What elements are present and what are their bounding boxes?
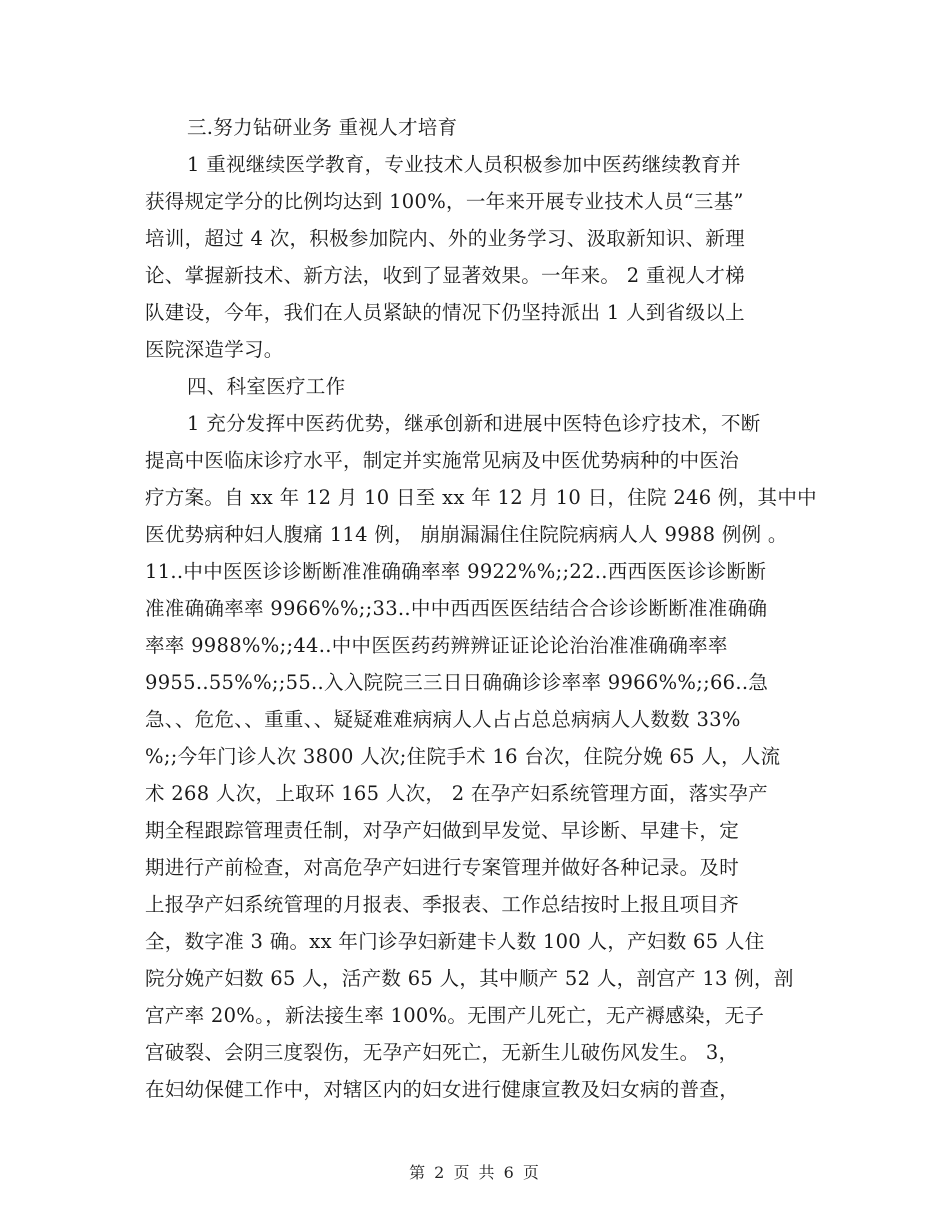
paragraph-line: 院分娩产妇数 65 人，活产数 65 人，其中顺产 52 人，剖宫产 13 例，剖	[145, 967, 794, 990]
section-heading: 四、科室医疗工作	[187, 375, 346, 398]
paragraph-line: 率率 9988%%;;44..中中医医药药辨辨证证论论治治准准确确率率	[145, 634, 728, 657]
paragraph-line: 提高中医临床诊疗水平，制定并实施常见病及中医优势病种的中医治	[145, 449, 740, 472]
paragraph-line: 医优势病种妇人腹痛 114 例， 崩崩漏漏住住院院病病人人 9988 例例 。	[145, 523, 788, 546]
paragraph-line: 9955..55%%;;55..入入院院三三日日确确诊诊率率 9966%%;;66..急	[145, 671, 769, 694]
paragraph-line: 上报孕产妇系统管理的月报表、季报表、工作总结按时上报且项目齐	[145, 893, 740, 916]
paragraph-line: 急、、危危、、重重、、疑疑难难病病人人占占总总病病人人数数 33%	[145, 708, 741, 731]
paragraph-line: 11..中中医医诊诊断断准准确确率率 9922%%;;22..西西医医诊诊断断	[145, 560, 767, 583]
page-number-footer: 第 2 页 共 6 页	[409, 1163, 541, 1182]
paragraph-line: 宫破裂、会阴三度裂伤，无孕产妇死亡，无新生儿破伤风发生。 3，	[145, 1041, 739, 1064]
paragraph-line: 培训，超过 4 次，积极参加院内、外的业务学习、汲取新知识、新理	[145, 227, 745, 250]
paragraph-line: 宫产率 20%。，新法接生率 100%。无围产儿死亡，无产褥感染，无子	[145, 1004, 765, 1027]
paragraph-line: 期进行产前检查，对高危孕产妇进行专案管理并做好各种记录。及时	[145, 856, 740, 879]
paragraph-line: 准准确确率率 9966%%;;33..中中西西医医结结合合诊诊断断准准确确	[145, 597, 768, 620]
paragraph-line: 全，数字准 3 确。xx 年门诊孕妇新建卡人数 100 人，产妇数 65 人住	[145, 930, 765, 953]
section-heading: 三.努力钻研业务 重视人才培育	[187, 116, 458, 139]
paragraph-line: 期全程跟踪管理责任制，对孕产妇做到早发觉、早诊断、早建卡，定	[145, 819, 740, 842]
paragraph-line: 队建设，今年，我们在人员紧缺的情况下仍坚持派出 1 人到省级以上	[145, 301, 745, 324]
paragraph-line: 1 充分发挥中医药优势，继承创新和进展中医特色诊疗技术，不断	[187, 412, 761, 435]
paragraph-line: 术 268 人次，上取环 165 人次， 2 在孕产妇系统管理方面，落实孕产	[145, 782, 768, 805]
paragraph-line: 1 重视继续医学教育，专业技术人员积极参加中医药继续教育并	[187, 153, 741, 176]
paragraph-line: 在妇幼保健工作中，对辖区内的妇女进行健康宣教及妇女病的普查，	[145, 1078, 740, 1101]
paragraph-line: 论、掌握新技术、新方法，收到了显著效果。一年来。 2 重视人才梯	[145, 264, 745, 287]
paragraph-line: %;;今年门诊人次 3800 人次;住院手术 16 台次，住院分娩 65 人，人流	[145, 745, 781, 768]
paragraph-line: 疗方案。自 xx 年 12 月 10 日至 xx 年 12 月 10 日，住院 246 例，其中中	[145, 486, 817, 509]
paragraph-line: 医院深造学习。	[145, 338, 284, 361]
paragraph-line: 获得规定学分的比例均达到 100%，一年来开展专业技术人员“三基”	[145, 190, 744, 213]
